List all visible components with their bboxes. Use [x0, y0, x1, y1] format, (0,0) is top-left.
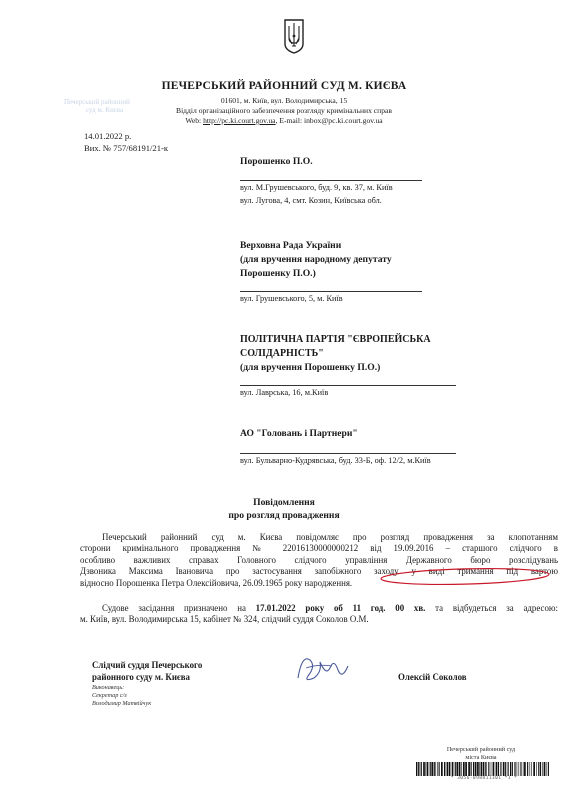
barcode-bar	[524, 762, 526, 776]
paragraph-line	[80, 532, 558, 543]
barcode-bar	[527, 762, 528, 776]
barcode-bar	[430, 762, 431, 776]
barcode-bar	[435, 762, 436, 776]
barcode-bar	[517, 762, 518, 776]
barcode-bar	[548, 762, 549, 776]
hearing-datetime: 17.01.2022 року об 11 год. 00 хв.	[255, 603, 426, 613]
recipient-underline	[240, 291, 422, 292]
barcode-bar	[533, 762, 535, 776]
barcode-bar	[544, 762, 546, 776]
barcode-bar	[505, 762, 506, 776]
barcode-bar	[439, 762, 440, 776]
recipient-address: вул. Грушевського, 5, м. Київ	[240, 294, 343, 303]
paragraph-text: Судове засідання призначено на	[102, 603, 256, 613]
court-name-title: ПЕЧЕРСЬКИЙ РАЙОННИЙ СУД М. КИЄВА	[161, 80, 407, 92]
barcode-bar	[423, 762, 425, 776]
barcode-bar	[514, 762, 515, 776]
recipient-address: вул. М.Грушевського, буд. 9, кв. 37, м. Київ	[240, 183, 393, 192]
barcode-bar	[546, 762, 547, 776]
barcode-bar	[465, 762, 467, 776]
paragraph-line: особливо важливих справах Головного слідчого управління Державного бюро розслідувань	[80, 554, 558, 565]
barcode-bar	[452, 762, 454, 776]
barcode-bar	[416, 762, 417, 776]
document-date: 14.01.2022 р.	[84, 131, 132, 141]
recipient-underline	[240, 180, 422, 181]
barcode-bar	[503, 762, 505, 776]
barcode-bar	[475, 762, 477, 776]
executor-info	[92, 684, 151, 708]
judge-name: Олексій Соколов	[398, 672, 467, 682]
barcode-bar	[434, 762, 435, 776]
court-website-link[interactable]: http://pc.ki.court.gov.ua	[203, 116, 276, 125]
barcode-bar	[496, 762, 498, 776]
barcode-bar	[520, 762, 521, 776]
recipient-name: (для вручення народному депутату	[240, 254, 392, 265]
court-department: Відділ організаційного забезпечення розгляду кримінальних справ	[176, 106, 392, 115]
barcode-number: * 3056-098811301 *1 *	[450, 776, 518, 781]
recipient-address: вул. Бульварно-Кудрявська, буд. 33-Б, оф. 12/2, м.Київ	[240, 456, 431, 465]
barcode-bar	[512, 762, 513, 776]
recipient-name: Порошенко П.О.	[240, 156, 313, 167]
barcode-bar	[468, 762, 470, 776]
recipient-address: вул. Лугова, 4, смт. Козин, Київська обл.	[240, 196, 382, 205]
court-label-line: Печерський районний суд	[446, 746, 516, 753]
outgoing-number: Вих. № 757/68191/21-к	[84, 143, 169, 153]
barcode-bar	[510, 762, 511, 776]
barcode-bar	[488, 762, 489, 776]
barcode-bar	[425, 762, 426, 776]
barcode-court-label	[426, 746, 536, 762]
barcode-bar	[471, 762, 472, 776]
recipient-name: Порошенку П.О.)	[240, 268, 316, 279]
paragraph-line: відносно Порошенка Петра Олексійовича, 26.09.1965 року народження.	[80, 577, 353, 588]
judge-title	[92, 660, 202, 683]
recipient-name: Верховна Рада України	[240, 240, 342, 251]
barcode-bar	[479, 762, 480, 776]
barcode-bar	[531, 762, 532, 776]
notice-subtitle: про розгляд провадження	[228, 510, 340, 521]
paragraph-line: Дзвоника Максима Івановича про застосування запобіжного заходу у виді тримання під вартою	[80, 566, 558, 577]
recipient-address: вул. Лаврська, 16, м.Київ	[240, 388, 329, 397]
executor-line: Володимир Матвійчук	[92, 700, 152, 707]
stamp-line: суд м. Києва	[86, 106, 124, 114]
paragraph-line	[80, 603, 558, 614]
barcode-bar	[491, 762, 492, 776]
barcode-bar	[420, 762, 421, 776]
faint-registration-stamp	[64, 98, 148, 130]
barcode-bar	[481, 762, 483, 776]
barcode-bar	[446, 762, 447, 776]
paragraph-text: Печерський районний суд м. Києва повідомляє про розгляд провадження за клопотанням	[102, 532, 558, 542]
barcode-bar	[473, 762, 474, 776]
paragraph-line: м. Київ, вул. Володимирська 15, кабінет № 324, слідчий суддя Соколов О.М.	[80, 614, 369, 625]
barcode-bar	[447, 762, 448, 776]
hearing-paragraph	[80, 603, 558, 626]
executor-line: Секретар с/з	[92, 692, 127, 699]
barcode-bar	[456, 762, 458, 776]
barcode-bar	[431, 762, 433, 776]
barcode-bar	[459, 762, 461, 776]
barcode-bar	[536, 762, 537, 776]
paragraph-line: сторони кримінального провадження № 22016130000000212 від 19.09.2016 – старшого слідчого в	[80, 543, 558, 554]
barcode-bar	[421, 762, 422, 776]
document-barcode	[416, 762, 552, 776]
judge-title-line: Слідчий суддя Печерського	[92, 660, 203, 670]
barcode-bar	[485, 762, 486, 776]
court-address: 01601, м. Київ, вул. Володимирська, 15	[220, 96, 348, 105]
barcode-bar	[519, 762, 520, 776]
barcode-bar	[500, 762, 501, 776]
barcode-bar	[486, 762, 487, 776]
barcode-bar	[461, 762, 462, 776]
barcode-bar	[542, 762, 543, 776]
barcode-bar	[483, 762, 484, 776]
barcode-bar	[463, 762, 465, 776]
barcode-bar	[538, 762, 539, 776]
barcode-bar	[455, 762, 456, 776]
recipient-name: ПОЛІТИЧНА ПАРТІЯ "ЄВРОПЕЙСЬКА	[240, 334, 431, 345]
recipient-name: (для вручення Порошенку П.О.)	[240, 362, 381, 373]
notice-title: Повідомлення	[253, 497, 315, 508]
barcode-bar	[540, 762, 541, 776]
ukraine-trident-emblem-icon	[283, 18, 305, 54]
recipient-underline	[240, 453, 456, 454]
stamp-line: Печерський районний	[64, 98, 130, 106]
barcode-bar	[523, 762, 524, 776]
web-label: Web:	[185, 116, 204, 125]
barcode-bar	[477, 762, 479, 776]
barcode-bar	[530, 762, 531, 776]
barcode-bar	[441, 762, 443, 776]
red-highlight-oval	[378, 567, 553, 586]
barcode-bar	[427, 762, 429, 776]
judge-title-line: районного суду м. Києва	[92, 671, 190, 682]
recipient-name: АО "Головань і Партнери"	[240, 428, 358, 439]
recipient-underline	[240, 385, 456, 386]
barcode-bar	[418, 762, 419, 776]
barcode-bar	[515, 762, 516, 776]
recipient-name: СОЛІДАРНІСТЬ"	[240, 348, 324, 359]
barcode-bar	[498, 762, 499, 776]
barcode-bar	[508, 762, 509, 776]
court-label-line: міста Києва	[465, 754, 497, 761]
barcode-bar	[493, 762, 495, 776]
barcode-bar	[449, 762, 451, 776]
executor-line: Виконавець:	[92, 684, 125, 691]
handwritten-signature	[292, 648, 354, 688]
court-email: , E-mail: inbox@pc.ki.court.gov.ua	[275, 116, 383, 125]
barcode-bar	[444, 762, 445, 776]
paragraph-text: та відбудеться за адресою:	[425, 603, 558, 613]
barcode-bar	[437, 762, 438, 776]
